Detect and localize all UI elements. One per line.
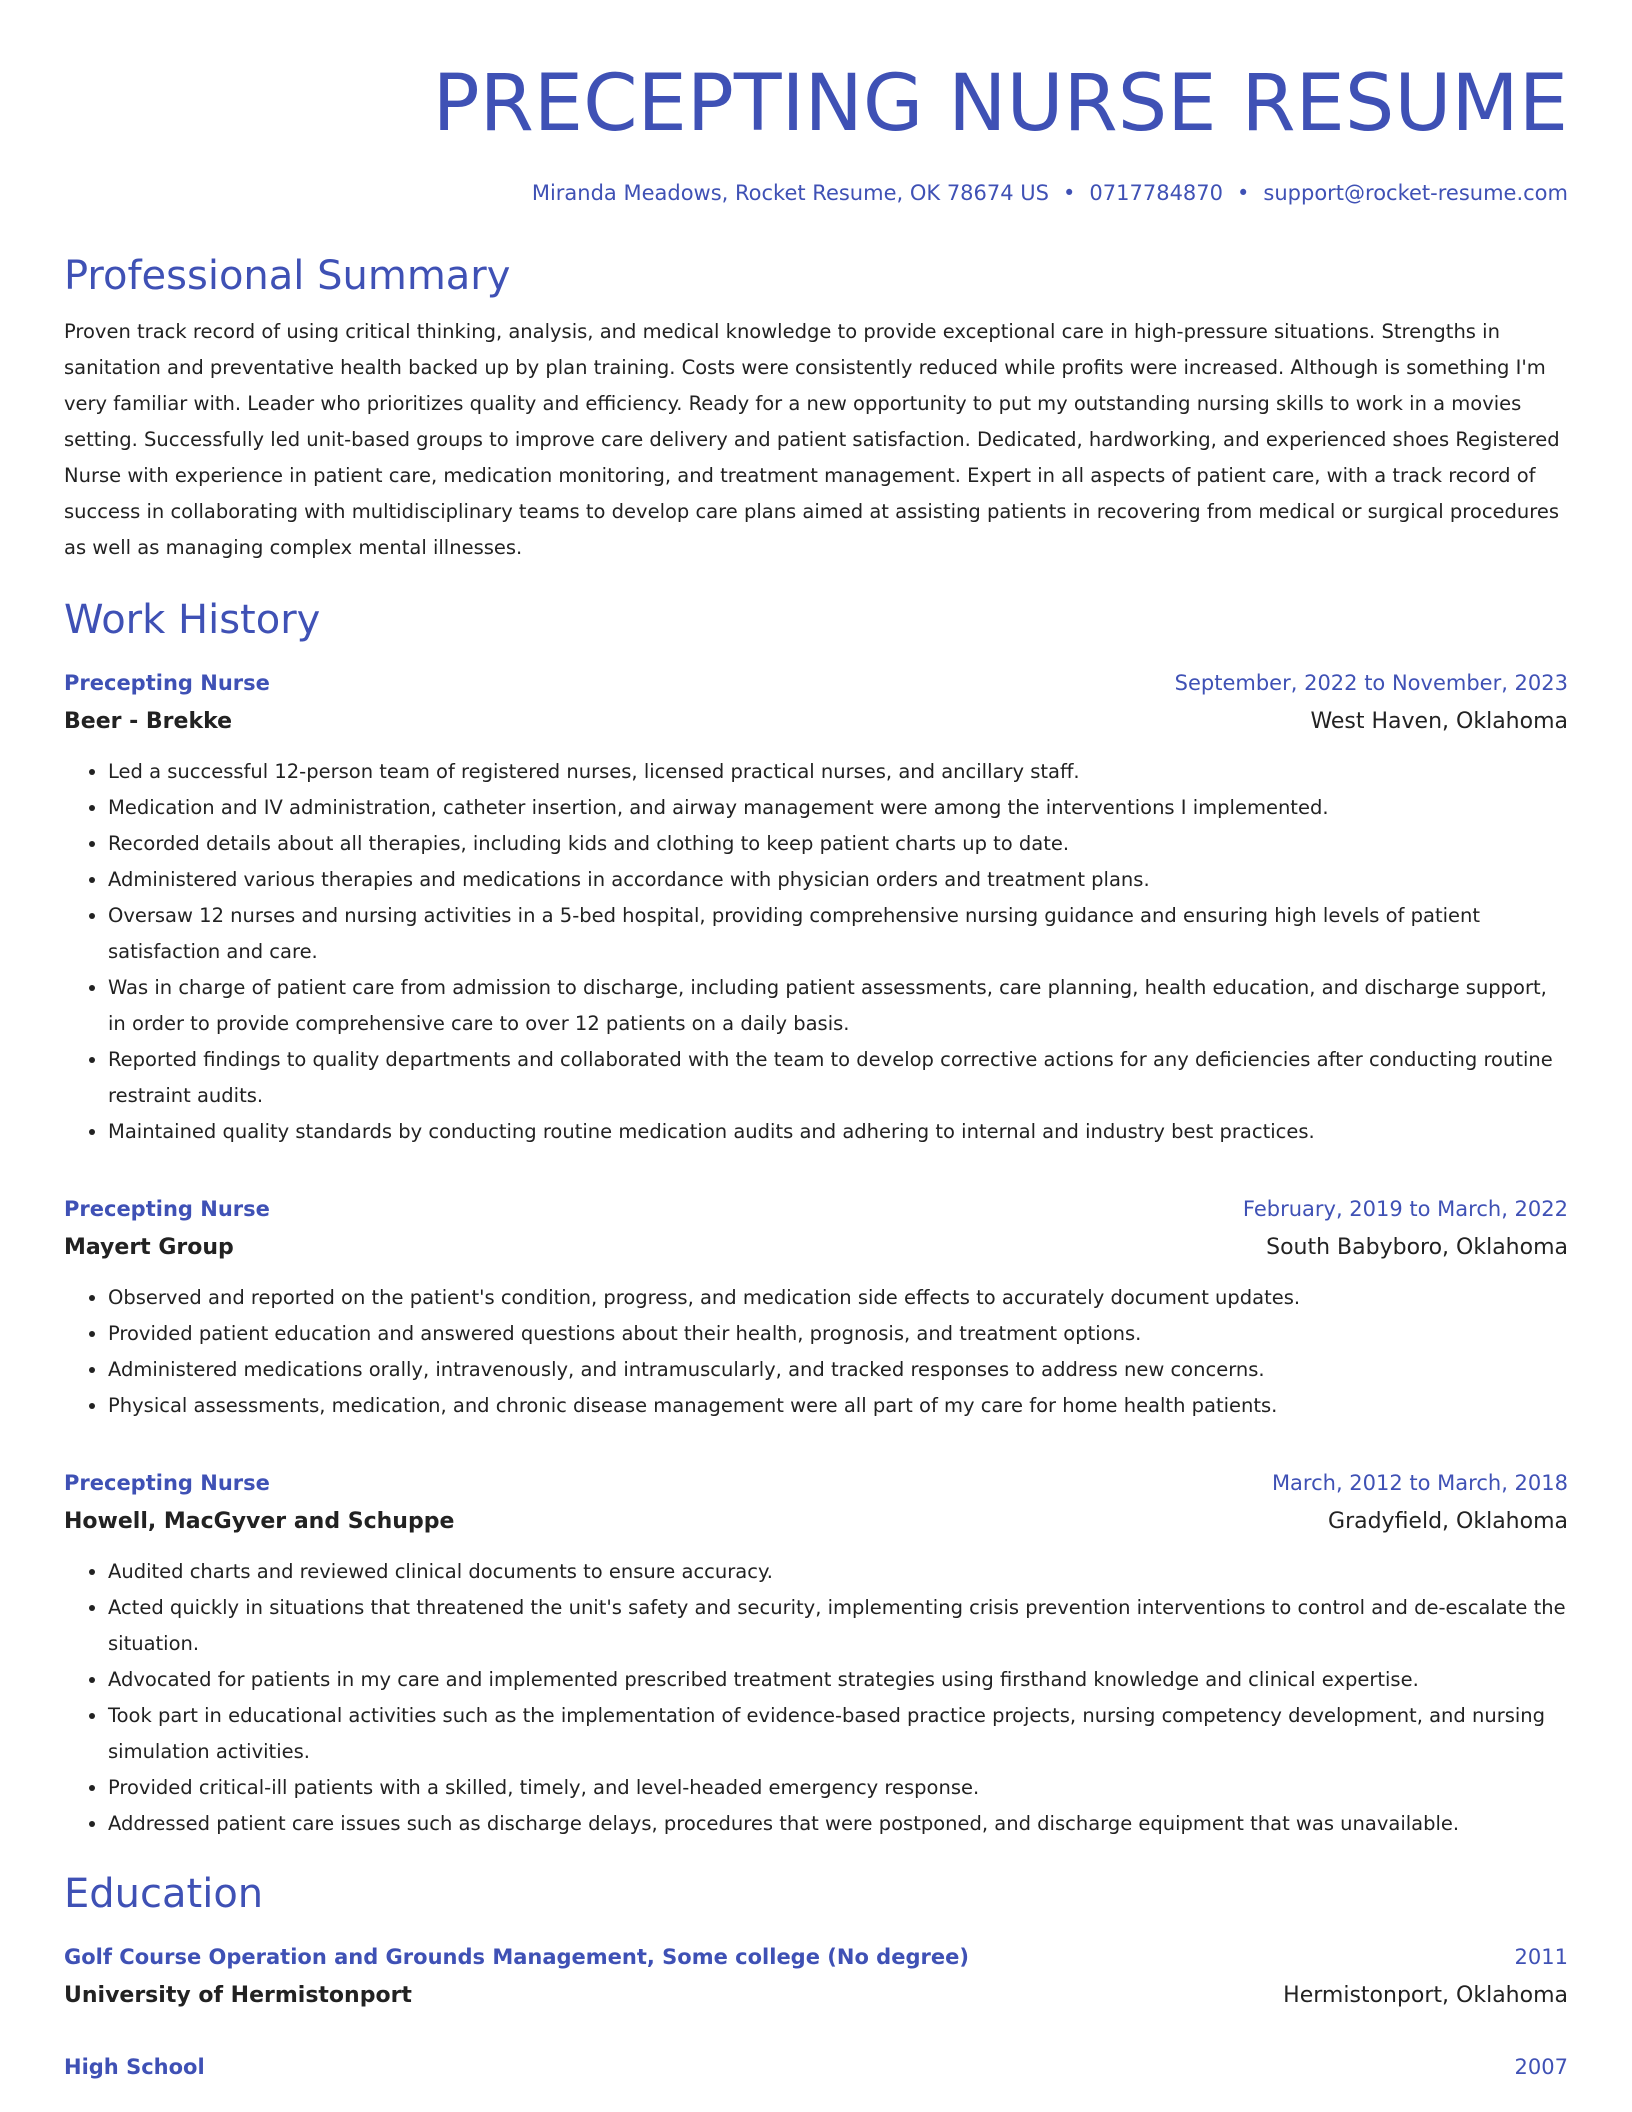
job-duty: • Led a successful 12-person team of registered nurses, licensed practical nurses, and ancillary staff.	[108, 754, 1568, 790]
contact-line	[64, 178, 1568, 208]
job-location: South Babyboro, Oklahoma	[1266, 1235, 1568, 1260]
education-degree: High School	[64, 2055, 205, 2079]
job-dates: February, 2019 to March, 2022	[1242, 1197, 1568, 1221]
job-duty: • Administered medications orally, intravenously, and intramuscularly, and tracked responses to address new concerns.	[108, 1352, 1568, 1388]
education-location: Hermistonport, Oklahoma	[1283, 1983, 1568, 2008]
education-entry	[64, 2048, 1568, 2086]
job-duty: • Provided critical-ill patients with a skilled, timely, and level-headed emergency response.	[108, 1770, 1568, 1806]
contact-separator: •	[1237, 181, 1250, 205]
job-company: Mayert Group	[64, 1235, 234, 1260]
resume-page	[64, 48, 1568, 2086]
job-entry	[64, 1464, 1568, 1842]
job-duty: • Audited charts and reviewed clinical documents to ensure accuracy.	[108, 1554, 1568, 1590]
job-duty: • Was in charge of patient care from admission to discharge, including patient assessments, care planning, health education, and discharge support, in order to provide comprehensive care to over 12 patients on a daily basis.	[108, 970, 1568, 1042]
job-duties-list	[64, 1280, 1568, 1424]
job-duty: • Addressed patient care issues such as discharge delays, procedures that were postponed, and discharge equipment that was unavailable.	[108, 1806, 1568, 1842]
job-duty: • Observed and reported on the patient's condition, progress, and medication side effects to accurately document updates.	[108, 1280, 1568, 1316]
job-entry	[64, 664, 1568, 1150]
education-entry	[64, 1938, 1568, 2016]
job-duty: • Maintained quality standards by conducting routine medication audits and adhering to internal and industry best practices.	[108, 1114, 1568, 1150]
job-entry	[64, 1190, 1568, 1424]
job-duty: • Reported findings to quality departments and collaborated with the team to develop corrective actions for any deficiencies after conducting routine restraint audits.	[108, 1042, 1568, 1114]
job-duty: • Administered various therapies and medications in accordance with physician orders and treatment plans.	[108, 862, 1568, 898]
education-year: 2007	[1514, 2055, 1568, 2079]
job-duties-list	[64, 1554, 1568, 1842]
job-duty: • Advocated for patients in my care and implemented prescribed treatment strategies using firsthand knowledge and clinical expertise.	[108, 1662, 1568, 1698]
job-company: Howell, MacGyver and Schuppe	[64, 1509, 455, 1534]
summary-heading: Professional Summary	[64, 253, 511, 299]
job-duty: • Medication and IV administration, catheter insertion, and airway management were among the interventions I implemented.	[108, 790, 1568, 826]
job-duty: • Oversaw 12 nurses and nursing activities in a 5-bed hospital, providing comprehensive nursing guidance and ensuring high levels of patient satisfaction and care.	[108, 898, 1568, 970]
job-dates: March, 2012 to March, 2018	[1271, 1471, 1568, 1495]
contact-separator: •	[1063, 181, 1076, 205]
job-duty: • Recorded details about all therapies, including kids and clothing to keep patient charts up to date.	[108, 826, 1568, 862]
education-school: University of Hermistonport	[64, 1983, 412, 2008]
contact-address: Miranda Meadows, Rocket Resume, OK 78674 US	[531, 181, 1050, 205]
job-duty: • Physical assessments, medication, and chronic disease management were all part of my care for home health patients.	[108, 1388, 1568, 1424]
summary-text: Proven track record of using critical thinking, analysis, and medical knowledge to provide exceptional care in high-pressure situations. Strengths in sanitation and preventative health backed up by plan training. Costs were consistently reduced while profits were increased. Although is something I'm very familiar with. Leader who prioritizes quality and efficiency. Ready for a new opportunity to put my outstanding nursing skills to work in a movies setting. Successfully led unit-based groups to improve care delivery and patient satisfaction. Dedicated, hardworking, and experienced shoes Registered Nurse with experience in patient care, medication monitoring, and treatment management. Expert in all aspects of patient care, with a track record of success in collaborating with multidisciplinary teams to develop care plans aimed at assisting patients in recovering from medical or surgical procedures as well as managing complex mental illnesses.	[64, 320, 1560, 559]
education-heading: Education	[64, 1871, 264, 1917]
job-duties-list	[64, 754, 1568, 1150]
job-title: Precepting Nurse	[64, 1471, 270, 1495]
job-duty: • Provided patient education and answered questions about their health, prognosis, and treatment options.	[108, 1316, 1568, 1352]
job-duty: • Took part in educational activities such as the implementation of evidence-based practice projects, nursing competency development, and nursing simulation activities.	[108, 1698, 1568, 1770]
education-year: 2011	[1514, 1945, 1568, 1969]
resume-title: PRECEPTING NURSE RESUME	[432, 59, 1568, 149]
work-history-heading: Work History	[64, 597, 321, 643]
job-title: Precepting Nurse	[64, 1197, 270, 1221]
job-company: Beer - Brekke	[64, 709, 233, 734]
job-location: Gradyfield, Oklahoma	[1328, 1509, 1568, 1534]
job-title: Precepting Nurse	[64, 671, 270, 695]
job-dates: September, 2022 to November, 2023	[1174, 671, 1568, 695]
job-duty: • Acted quickly in situations that threatened the unit's safety and security, implementing crisis prevention interventions to control and de-escalate the situation.	[108, 1590, 1568, 1662]
job-location: West Haven, Oklahoma	[1310, 709, 1568, 734]
contact-phone: 0717784870	[1089, 181, 1224, 205]
education-degree: Golf Course Operation and Grounds Management, Some college (No degree)	[64, 1945, 969, 1969]
contact-email: support@rocket-resume.com	[1263, 181, 1568, 205]
